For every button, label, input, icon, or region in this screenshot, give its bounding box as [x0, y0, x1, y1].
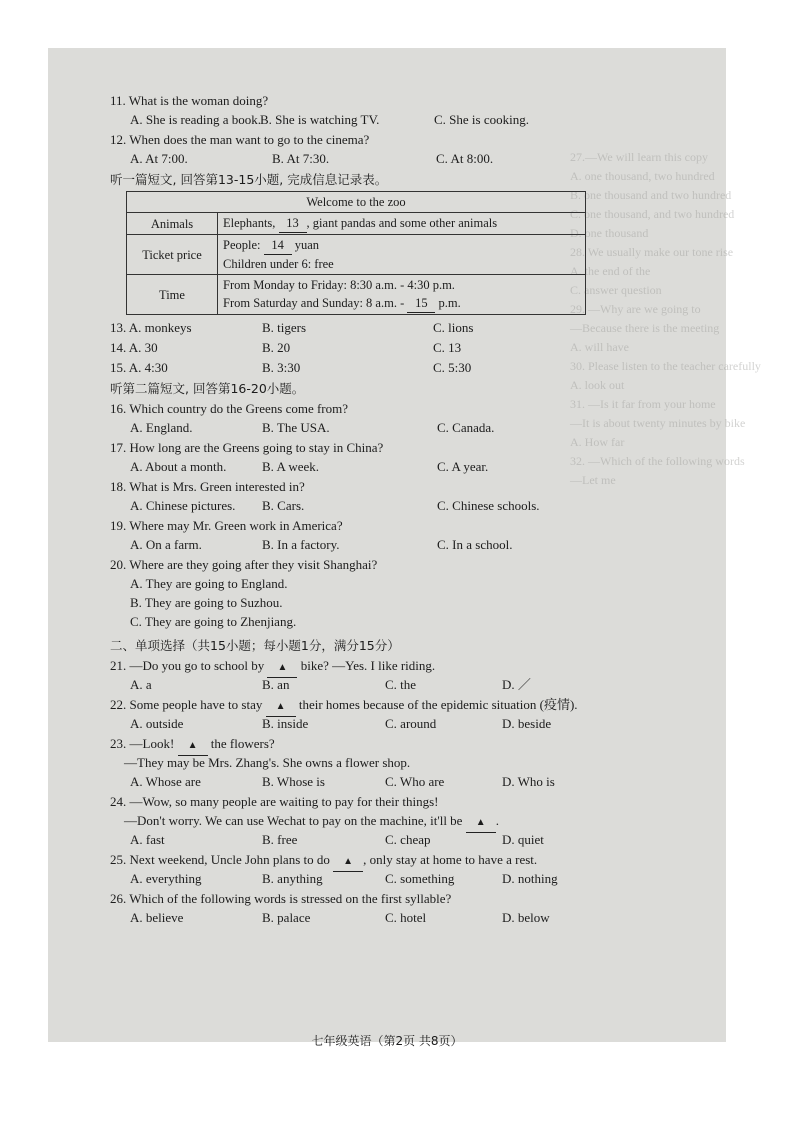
zoo-info-table: [126, 191, 586, 315]
answer-blank: ▲: [178, 736, 208, 756]
question-20: 20. Where are they going after they visit Shanghai?: [110, 557, 378, 572]
question-12: 12. When does the man want to go to the cinema?: [110, 132, 370, 147]
table-title: Welcome to the zoo: [127, 192, 586, 213]
options-24: A. fast B. free C. cheap D. quiet: [130, 832, 544, 847]
options-12: A. At 7:00. B. At 7:30. C. At 8:00.: [130, 151, 494, 166]
exam-page: [48, 48, 761, 1048]
options-19: A. On a farm. B. In a factory. C. In a school.: [130, 537, 513, 552]
question-24: 24. —Wow, so many people are waiting to pay for their things!: [110, 794, 439, 809]
ticket-price-label: Ticket price: [127, 235, 218, 275]
question-17: 17. How long are the Greens going to stay in China?: [110, 440, 384, 455]
question-16: 16. Which country do the Greens come from?: [110, 401, 349, 416]
question-11: 11. What is the woman doing?: [110, 93, 269, 108]
options-23: A. Whose are B. Whose is C. Who are D. Who is: [130, 774, 555, 789]
options-15: 15. A. 4:30 B. 3:30 C. 5:30: [110, 360, 472, 375]
blank-14: 14: [264, 236, 292, 255]
passage-2-instruction: 听第二篇短文, 回答第16-20小题。: [110, 381, 305, 396]
section-2-heading: 二、单项选择（共15小题；每小题1分，满分15分）: [110, 638, 400, 653]
answer-blank: ▲: [466, 813, 496, 833]
time-label: Time: [127, 275, 218, 315]
option-20a: A. They are going to England.: [130, 576, 288, 591]
time-value: From Monday to Friday: 8:30 a.m. - 4:30 p.m. From Saturday and Sunday: 8 a.m. - 15 p.m.: [218, 275, 586, 315]
ticket-price-value: People: 14 yuan Children under 6: free: [218, 235, 586, 275]
question-21: 21. —Do you go to school by ▲ bike? —Yes. I like riding.: [110, 656, 630, 675]
page-footer: 七年级英语（第2页 共8页）: [311, 1034, 463, 1048]
bleed-through-text: 27.—We will learn this copy A. one thousand, two hundred B. one thousand and two hundred C. one thousand, and two hundred D. one thousand 28. We usually make our tone rise A. the end of the C. answer question 29. —Why are we going to —Because there is the meeting A. will have 30. Please listen to the teacher carefully A. look out 31. —Is it far from your home —It is about twenty minutes by bike A. How far 32. —Which of the following words —Let me: [570, 150, 761, 487]
options-26: A. believe B. palace C. hotel D. below: [130, 910, 550, 925]
question-26: 26. Which of the following words is stressed on the first syllable?: [110, 891, 452, 906]
options-25: A. everything B. anything C. something D. nothing: [130, 871, 558, 886]
options-14: 14. A. 30 B. 20 C. 13: [110, 340, 462, 355]
question-22: 22. Some people have to stay ▲ their homes because of the epidemic situation (疫情).: [110, 695, 630, 714]
options-11: A. She is reading a book. B. She is watching TV. C. She is cooking.: [130, 112, 529, 127]
animals-label: Animals: [127, 213, 218, 235]
answer-blank: ▲: [266, 697, 296, 717]
blank-13: 13: [279, 214, 307, 233]
options-13: 13. A. monkeys B. tigers C. lions: [110, 320, 474, 335]
question-23: 23. —Look! ▲ the flowers?: [110, 734, 630, 753]
answer-blank: ▲: [267, 658, 297, 678]
passage-1-instruction: 听一篇短文, 回答第13-15小题, 完成信息记录表。: [110, 172, 388, 187]
question-content: [110, 91, 630, 928]
option-20b: B. They are going to Suzhou.: [130, 595, 283, 610]
animals-value: Elephants, 13 , giant pandas and some other animals: [218, 213, 586, 235]
answer-blank: ▲: [333, 852, 363, 872]
options-22: A. outside B. inside C. around D. beside: [130, 716, 552, 731]
options-18: A. Chinese pictures. B. Cars. C. Chinese schools.: [130, 498, 540, 513]
options-17: A. About a month. B. A week. C. A year.: [130, 459, 489, 474]
blank-15: 15: [407, 294, 435, 313]
option-20c: C. They are going to Zhenjiang.: [130, 614, 297, 629]
question-23-line2: —They may be Mrs. Zhang's. She owns a flower shop.: [124, 755, 411, 770]
question-18: 18. What is Mrs. Green interested in?: [110, 479, 305, 494]
options-16: A. England. B. The USA. C. Canada.: [130, 420, 495, 435]
question-19: 19. Where may Mr. Green work in America?: [110, 518, 343, 533]
question-25: 25. Next weekend, Uncle John plans to do ▲ , only stay at home to have a rest.: [110, 850, 630, 869]
question-24-line2: —Don't worry. We can use Wechat to pay on the machine, it'll be ▲ .: [110, 811, 630, 830]
options-21: A. a B. an C. the D. ／: [130, 677, 531, 692]
